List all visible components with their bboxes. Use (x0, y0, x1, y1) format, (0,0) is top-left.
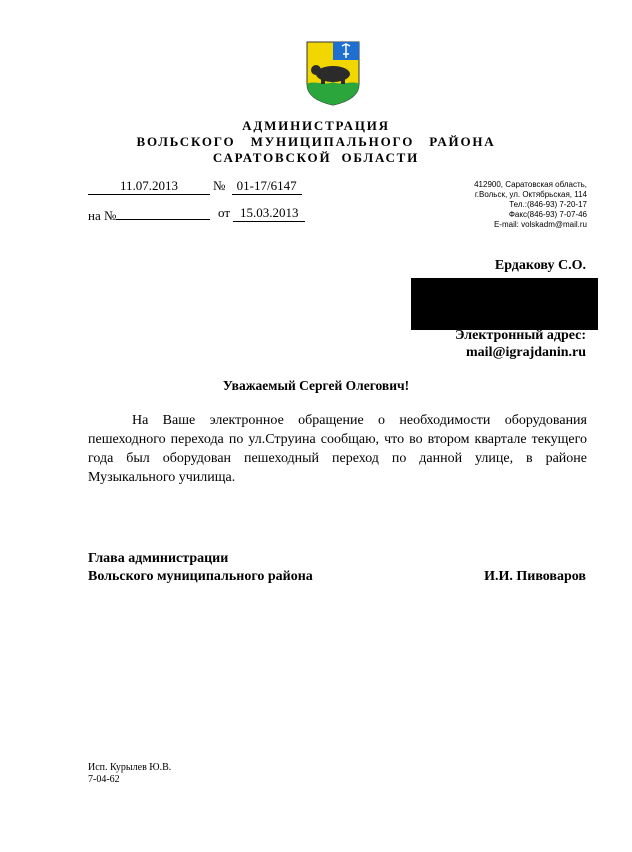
coat-of-arms-icon (303, 40, 363, 106)
email-line: E-mail: volskadm@mail.ru (493, 220, 587, 229)
ref-field (88, 205, 210, 224)
recipient-email: mail@igrajdanin.ru (466, 345, 586, 360)
date-field (88, 178, 210, 195)
letter-body: На Ваше электронное обращение о необходимости оборудования пешеходного перехода по ул.Струина сообщаю, что во втором квартале текущего года был оборудован пешеходный переход по данной улице, в районе Музыкального училища. (88, 413, 587, 485)
redacted-block (411, 278, 598, 330)
org-region: САРАТОВСКОЙ ОБЛАСТИ (212, 150, 420, 165)
phone-line: Тел.:(846-93) 7-20-17 (509, 200, 587, 209)
doc-number: 01-17/6147 (232, 178, 302, 195)
doc-date: 11.07.2013 (88, 178, 210, 195)
fax-line: Факс(846-93) 7-07-46 (508, 210, 587, 219)
greeting: Уважаемый Сергей Олегович! (222, 378, 410, 393)
number-label: № (213, 178, 226, 193)
address-line: 412900, Саратовская область, (474, 180, 587, 189)
address-line: г.Вольск, ул. Октябрьская, 114 (474, 190, 587, 199)
ref-number (116, 205, 210, 220)
address-block (474, 180, 587, 230)
recipient-email-label: Электронный адрес: (454, 328, 586, 343)
number-field (213, 178, 302, 195)
from-label: от (218, 205, 231, 220)
signature-title: Глава администрации (88, 551, 229, 566)
org-title: АДМИНИСТРАЦИЯ (242, 118, 390, 133)
org-subtitle: ВОЛЬСКОГО МУНИЦИПАЛЬНОГО РАЙОНА (136, 134, 496, 149)
signature-title-2: Вольского муниципального района (88, 569, 313, 584)
executor-phone: 7-04-62 (88, 774, 120, 785)
signature-name: И.И. Пивоваров (484, 569, 586, 584)
ref-label: на № (88, 208, 117, 223)
from-field (218, 205, 305, 222)
executor: Исп. Курылев Ю.В. (88, 762, 172, 773)
recipient-name: Ердакову С.О. (494, 258, 586, 273)
from-date: 15.03.2013 (233, 205, 305, 222)
